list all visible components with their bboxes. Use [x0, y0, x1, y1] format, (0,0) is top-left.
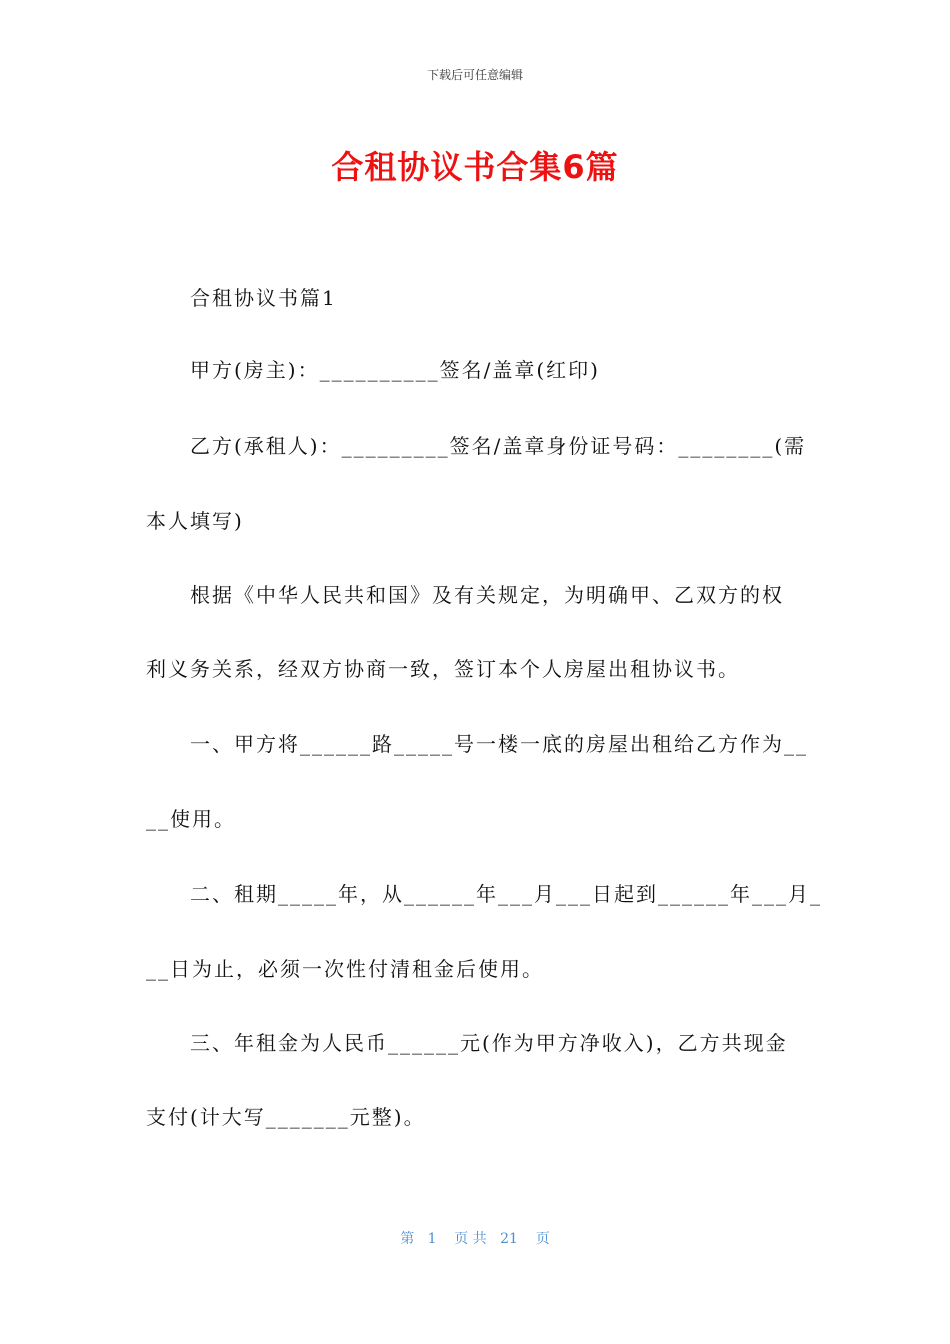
clause-3-line-cont: 支付(计大写_______元整)。 — [146, 1105, 426, 1129]
clause-1-line: 一、甲方将______路_____号一楼一底的房屋出租给乙方作为__ — [190, 732, 808, 756]
clause-2-line-cont: __日为止，必须一次性付清租金后使用。 — [146, 957, 544, 981]
preamble-line: 根据《中华人民共和国》及有关规定，为明确甲、乙双方的权 — [190, 583, 784, 607]
clause-2-line: 二、租期_____年，从______年___月___日起到______年___月_ — [190, 882, 822, 906]
header-note: 下载后可任意编辑 — [426, 68, 523, 82]
clause-1-line-cont: __使用。 — [146, 807, 236, 831]
party-b-line-cont: 本人填写) — [146, 509, 244, 533]
section-heading: 合租协议书篇1 — [190, 286, 337, 310]
document-title: 合租协议书合集6篇 — [331, 148, 619, 186]
party-b-line: 乙方(承租人)：_________签名/盖章身份证号码：________(需 — [190, 434, 807, 458]
party-a-line: 甲方(房主)：__________签名/盖章(红印) — [190, 358, 600, 382]
page-number-footer: 第 1 页 共 21 页 — [400, 1231, 550, 1247]
preamble-line-cont: 利义务关系，经双方协商一致，签订本个人房屋出租协议书。 — [146, 657, 740, 681]
clause-3-line: 三、年租金为人民币______元(作为甲方净收入)，乙方共现金 — [190, 1031, 788, 1055]
